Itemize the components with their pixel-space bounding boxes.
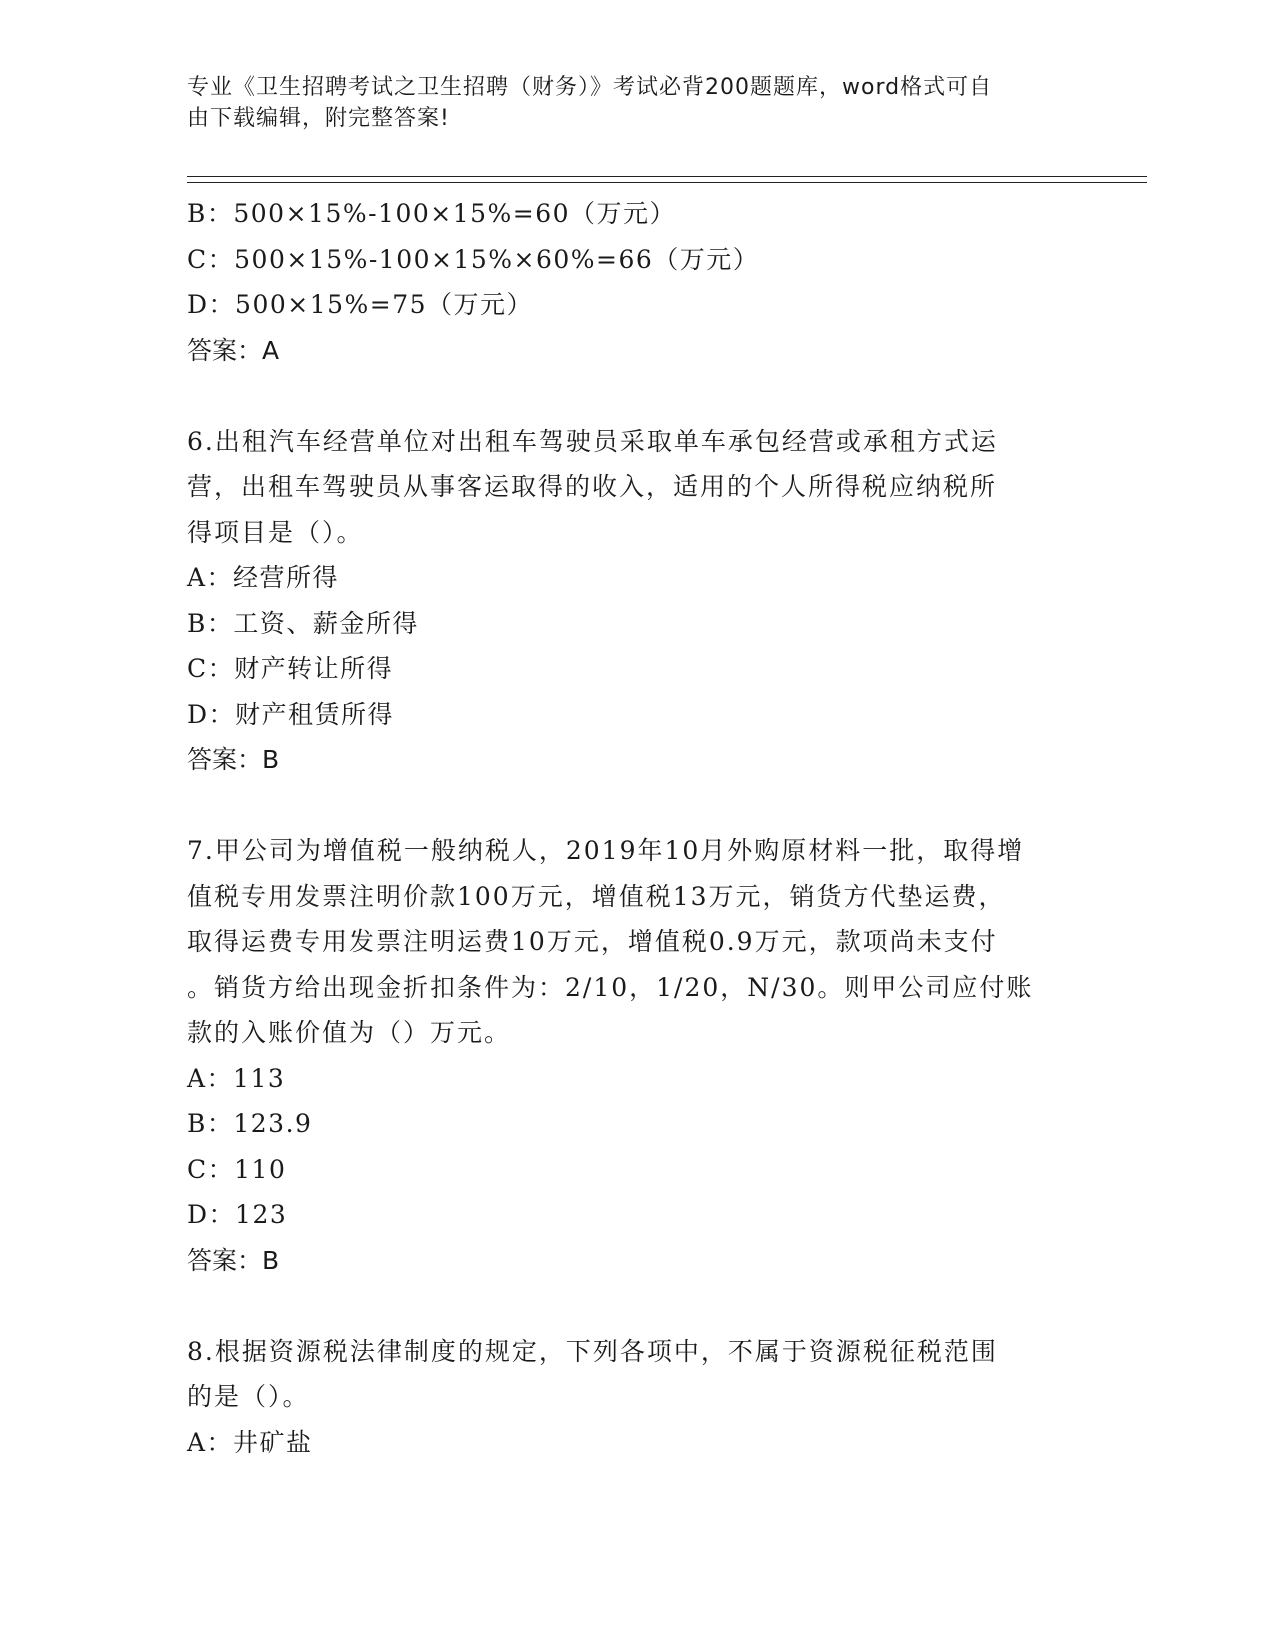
- option-a: A：113: [187, 1063, 286, 1093]
- question-text-line: 款的入账价值为（）万元。: [187, 1018, 512, 1047]
- question-text-line: 取得运费专用发票注明运费10万元，增值税0.9万元，款项尚未支付: [187, 927, 998, 956]
- question-text-line: 得项目是（）。: [187, 517, 364, 547]
- question-text-line: 6.出租汽车经营单位对出租车驾驶员采取单车承包经营或承租方式运: [187, 426, 998, 456]
- question-text-line: 的是（）。: [187, 1382, 310, 1411]
- question-7: [187, 828, 1087, 1283]
- question-6: [187, 419, 1087, 783]
- option-a: A：井矿盐: [187, 1427, 313, 1457]
- question-text-line: 值税专用发票注明价款100万元，增值税13万元，销货方代垫运费，: [187, 881, 1006, 911]
- answer-line: 答案：A: [187, 335, 280, 365]
- option-b: B：工资、薪金所得: [187, 608, 419, 638]
- header-divider-top: [187, 176, 1147, 177]
- document-header: [187, 72, 1067, 134]
- option-d: D：123: [187, 1200, 288, 1229]
- question-text-line: 7.甲公司为增值税一般纳税人，2019年10月外购原材料一批，取得增: [187, 836, 1025, 865]
- question-8: [187, 1329, 1087, 1466]
- question-5-continuation: [187, 191, 1087, 373]
- document-body: [187, 191, 1087, 1465]
- answer-line: 答案：B: [187, 1245, 280, 1275]
- option-d: D：500×15%=75（万元）: [187, 290, 534, 319]
- option-b: B：500×15%-100×15%=60（万元）: [187, 199, 677, 228]
- answer-line: 答案：B: [187, 745, 280, 774]
- question-text-line: 营，出租车驾驶员从事客运取得的收入，适用的个人所得税应纳税所: [187, 472, 998, 501]
- option-c: C：500×15%-100×15%×60%=66（万元）: [187, 244, 760, 274]
- question-text-line: 。销货方给出现金折扣条件为：2/10，1/20，N/30。则甲公司应付账: [187, 972, 1034, 1002]
- option-b: B：123.9: [187, 1109, 313, 1138]
- header-line-2: 由下载编辑，附完整答案!: [187, 106, 450, 131]
- option-c: C：110: [187, 1154, 287, 1184]
- header-divider-bottom: [187, 182, 1147, 183]
- option-a: A：经营所得: [187, 563, 340, 592]
- question-text-line: 8.根据资源税法律制度的规定，下列各项中，不属于资源税征税范围: [187, 1336, 998, 1366]
- option-c: C：财产转让所得: [187, 654, 394, 683]
- option-d: D：财产租赁所得: [187, 699, 395, 729]
- header-line-1: 专业《卫生招聘考试之卫生招聘（财务）》考试必背200题题库，word格式可自: [187, 75, 993, 100]
